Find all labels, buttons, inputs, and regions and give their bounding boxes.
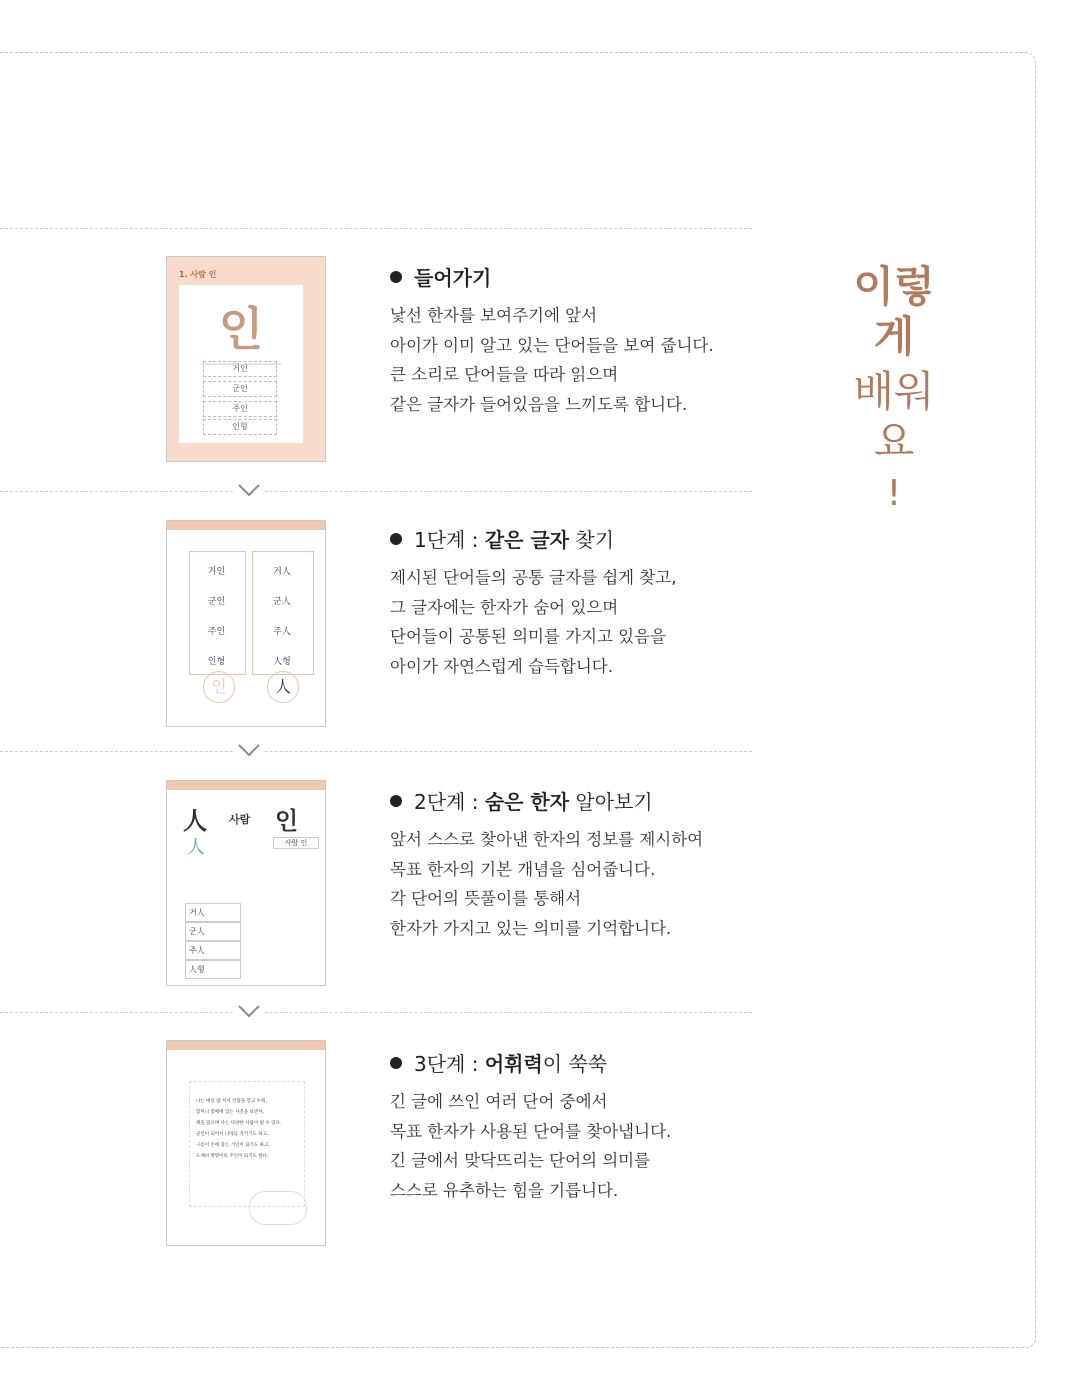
thumb-hanja-color: 人 xyxy=(187,837,205,858)
chevron-down-icon xyxy=(234,740,264,760)
thumb-circle: 人 xyxy=(267,671,299,703)
step-title-suffix: 찾기 xyxy=(569,528,615,552)
thumb-word: 거人 xyxy=(273,567,291,577)
thumb-word: 거人 xyxy=(185,903,241,922)
step-line: 단어들이 공통된 의미를 가지고 있음을 xyxy=(390,627,667,646)
chevron-down-icon xyxy=(234,1001,264,1021)
thumb-circle: 인 xyxy=(203,671,235,703)
step-title-prefix: 2단계 : xyxy=(414,790,485,814)
step-line: 긴 글에서 맞닥뜨리는 단어의 의미를 xyxy=(390,1151,651,1170)
divider xyxy=(0,228,752,229)
step-title-bold: 같은 글자 xyxy=(484,528,570,552)
thumb-story-line: 책을 읽으며 나는 다양한 사람이 될 수 있다. xyxy=(196,1121,282,1126)
step-line: 목표 한자의 기본 개념을 심어줍니다. xyxy=(390,859,656,879)
thumb-word: 거인 xyxy=(203,361,277,377)
thumb-word: 거인 xyxy=(207,567,226,577)
thumb-story-line: 구름이 손에 닿는 거인이 되기도 하고, xyxy=(196,1143,270,1148)
step-title-suffix: 이 쑥쑥 xyxy=(542,1052,608,1076)
step-line: 긴 글에 쓰인 여러 단어 중에서 xyxy=(390,1092,608,1111)
thumb-hanja: 人 xyxy=(183,807,207,835)
step-title xyxy=(414,786,653,815)
thumb-header: 1. 사람 인 xyxy=(179,270,217,279)
thumb-word: 군人 xyxy=(273,597,291,607)
thumb-word: 군人 xyxy=(185,922,241,941)
step-title-prefix: 1단계 : xyxy=(414,528,485,552)
thumb-word: 인형 xyxy=(203,419,277,435)
step-title xyxy=(414,262,491,291)
step-line: 스스로 유추하는 힘을 기릅니다. xyxy=(390,1180,619,1200)
thumbnail-intro xyxy=(166,256,326,462)
thumb-word: 인형 xyxy=(207,657,226,667)
step-title xyxy=(414,1048,607,1077)
thumb-label: 사람 인 xyxy=(273,837,319,849)
step-line: 제시된 단어들의 공통 글자를 쉽게 찾고, xyxy=(390,568,677,587)
title-line-2: 배워요 xyxy=(853,366,935,467)
step-3 xyxy=(390,1048,720,1205)
title-line-3: ! xyxy=(886,472,902,514)
thumbnail-step3 xyxy=(166,1040,326,1246)
bullet-icon xyxy=(390,271,402,283)
thumb-word: 주人 xyxy=(273,627,291,637)
divider xyxy=(0,1012,752,1013)
thumbnail-step2 xyxy=(166,780,326,986)
step-line: 각 단어의 뜻풀이를 통해서 xyxy=(390,889,582,908)
step-line: 아이가 자연스럽게 습득합니다. xyxy=(390,656,613,676)
thumb-word: 군인 xyxy=(203,381,277,397)
cloud-icon xyxy=(249,1191,307,1225)
step-title-bold: 숨은 한자 xyxy=(484,790,570,814)
divider xyxy=(0,751,752,752)
step-intro xyxy=(390,262,720,419)
thumb-big-char: 인 xyxy=(218,302,264,356)
thumb-meaning: 사람 xyxy=(229,813,251,826)
thumb-story-line: 할머니 할배에 있는 사진을 보면서, xyxy=(196,1110,265,1115)
thumb-story-line: 나는 매일 밤 커서 인형을 안고 누워, xyxy=(196,1099,267,1104)
step-line: 목표 한자가 사용된 단어를 찾아냅니다. xyxy=(390,1121,672,1141)
thumbnail-step1 xyxy=(166,520,326,727)
step-1 xyxy=(390,524,720,681)
thumb-story-line: 군인이 되어서 나라를 지키기도 하고, xyxy=(196,1132,269,1137)
thumb-word: 주인 xyxy=(207,627,226,637)
step-title-prefix: 3단계 : xyxy=(414,1052,485,1076)
step-title-bold: 어휘력 xyxy=(484,1052,543,1076)
chevron-down-icon xyxy=(234,480,264,500)
thumb-story-line: 도깨비 방망이의 주인이 되기도 한다. xyxy=(196,1154,269,1159)
bullet-icon xyxy=(390,795,402,807)
thumb-word: 주人 xyxy=(185,941,241,960)
step-line: 앞서 스스로 찾아낸 한자의 정보를 제시하여 xyxy=(390,830,704,849)
step-line: 그 글자에는 한자가 숨어 있으며 xyxy=(390,597,619,617)
thumb-word: 군인 xyxy=(207,597,226,607)
step-title-prefix: 들어가기 xyxy=(414,266,492,290)
step-line: 큰 소리로 단어들을 따라 읽으며 xyxy=(390,365,619,384)
thumb-word: 人형 xyxy=(185,960,241,979)
thumb-sound: 인 xyxy=(275,807,299,835)
step-title xyxy=(414,524,614,553)
step-title-suffix: 알아보기 xyxy=(569,790,653,814)
thumb-word: 人형 xyxy=(273,657,291,667)
divider xyxy=(0,491,752,492)
step-line: 같은 글자가 들어있음을 느끼도록 합니다. xyxy=(390,394,688,414)
thumb-word: 주인 xyxy=(203,401,277,417)
step-line: 낯선 한자를 보여주기에 앞서 xyxy=(390,306,598,325)
step-line: 한자가 가지고 있는 의미를 기억합니다. xyxy=(390,918,672,938)
bullet-icon xyxy=(390,533,402,545)
title-line-1: 이렇게 xyxy=(853,262,935,362)
bullet-icon xyxy=(390,1057,402,1069)
step-line: 아이가 이미 알고 있는 단어들을 보여 줍니다. xyxy=(390,335,714,355)
page-title xyxy=(834,262,954,515)
step-2 xyxy=(390,786,720,943)
